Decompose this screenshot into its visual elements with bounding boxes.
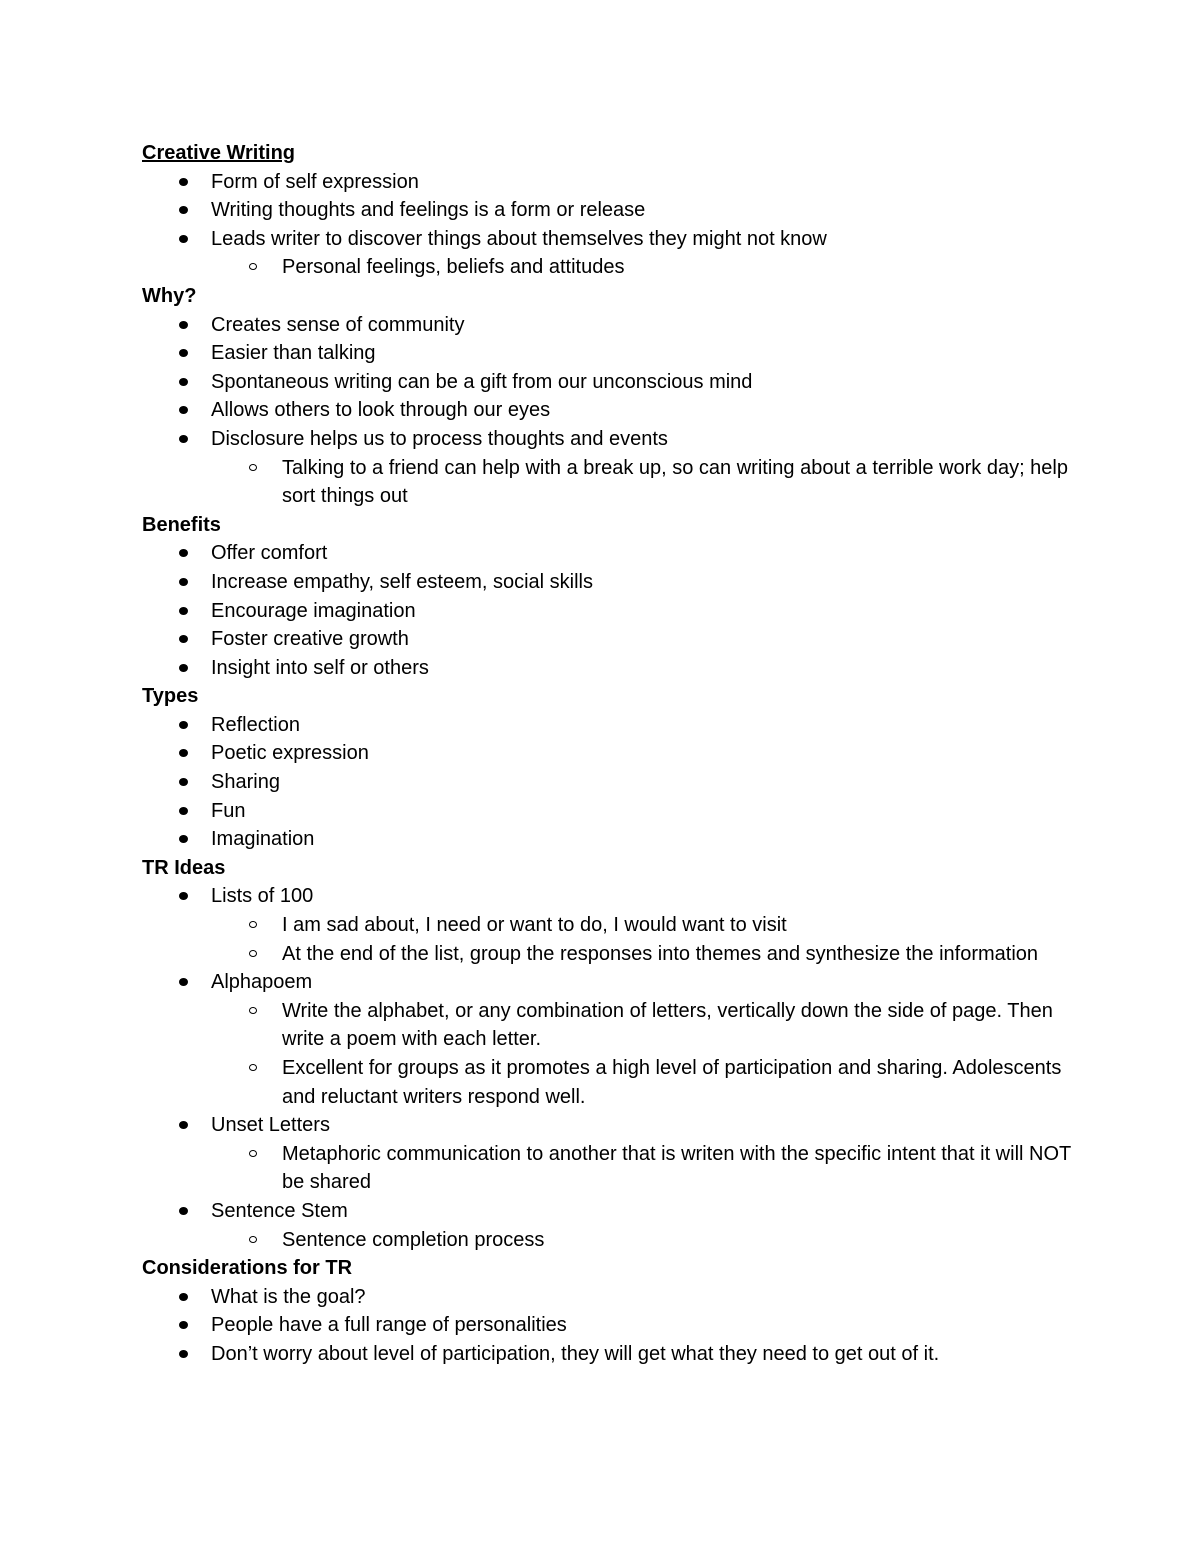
sub-list-item bbox=[211, 940, 1072, 969]
sub-list-item bbox=[211, 911, 1072, 940]
list-item bbox=[142, 539, 1072, 568]
list-item bbox=[142, 196, 1072, 225]
list-item-text: Sentence Stem bbox=[211, 1199, 348, 1222]
list-item-text: Form of self expression bbox=[211, 170, 419, 193]
list-item-text: Encourage imagination bbox=[211, 599, 416, 622]
list-item-text: Sharing bbox=[211, 771, 280, 794]
bullet-icon bbox=[179, 1321, 188, 1329]
hollow-bullet-icon bbox=[249, 1064, 257, 1071]
bullet-icon bbox=[179, 1121, 188, 1129]
sub-list-item-text: Write the alphabet, or any combination of letters, vertically down the side of page. Then write a poem with each letter. bbox=[282, 999, 1053, 1051]
list-item-text: Easier than talking bbox=[211, 342, 376, 365]
bullet-icon bbox=[179, 607, 188, 615]
list-item-text: People have a full range of personalities bbox=[211, 1314, 567, 1337]
list-item bbox=[142, 739, 1072, 768]
list-item bbox=[142, 1311, 1072, 1340]
bullet-icon bbox=[179, 778, 188, 786]
list-item bbox=[142, 654, 1072, 683]
section-heading: TR Ideas bbox=[142, 856, 226, 879]
sub-list-item bbox=[211, 1140, 1072, 1197]
bullet-icon bbox=[179, 206, 188, 214]
sub-list-item-text: Personal feelings, beliefs and attitudes bbox=[282, 256, 625, 279]
list-item-text: Offer comfort bbox=[211, 542, 328, 565]
list-item bbox=[142, 225, 1072, 282]
hollow-bullet-icon bbox=[249, 464, 257, 471]
bullet-list bbox=[142, 168, 1072, 282]
list-item-text: Creates sense of community bbox=[211, 313, 465, 336]
bullet-list bbox=[142, 882, 1072, 1254]
sub-bullet-list bbox=[211, 1226, 1072, 1255]
list-item-text: Alphapoem bbox=[211, 971, 313, 994]
list-item-text: Unset Letters bbox=[211, 1114, 330, 1137]
section-heading: Considerations for TR bbox=[142, 1257, 353, 1280]
list-item-text: Disclosure helps us to process thoughts and events bbox=[211, 427, 668, 450]
sub-list-item-text: At the end of the list, group the responses into themes and synthesize the information bbox=[282, 942, 1039, 965]
list-item bbox=[142, 396, 1072, 425]
bullet-icon bbox=[179, 378, 188, 386]
sub-list-item bbox=[211, 253, 1072, 282]
list-item-text: Don’t worry about level of participation, they will get what they need to get out of it. bbox=[211, 1342, 940, 1365]
sub-bullet-list bbox=[211, 1140, 1072, 1197]
list-item-text: Foster creative growth bbox=[211, 628, 409, 651]
hollow-bullet-icon bbox=[249, 1007, 257, 1014]
list-item bbox=[142, 425, 1072, 511]
list-item bbox=[142, 339, 1072, 368]
hollow-bullet-icon bbox=[249, 921, 257, 928]
sub-bullet-list bbox=[211, 997, 1072, 1111]
list-item bbox=[142, 968, 1072, 1111]
list-item bbox=[142, 311, 1072, 340]
list-item-text: Insight into self or others bbox=[211, 656, 429, 679]
list-item-text: Increase empathy, self esteem, social skills bbox=[211, 570, 594, 593]
bullet-icon bbox=[179, 635, 188, 643]
section-heading: Why? bbox=[142, 284, 197, 307]
hollow-bullet-icon bbox=[249, 263, 257, 270]
list-item-text: Poetic expression bbox=[211, 742, 369, 765]
bullet-icon bbox=[179, 321, 188, 329]
sub-list-item-text: Excellent for groups as it promotes a high level of participation and sharing. Adolescents and reluctant writers respond well. bbox=[282, 1057, 1062, 1108]
list-item-text: Leads writer to discover things about themselves they might not know bbox=[211, 227, 827, 250]
sub-list-item bbox=[211, 1226, 1072, 1255]
bullet-icon bbox=[179, 406, 188, 414]
hollow-bullet-icon bbox=[249, 1150, 257, 1157]
bullet-icon bbox=[179, 235, 188, 243]
list-item bbox=[142, 797, 1072, 826]
sub-bullet-list bbox=[211, 253, 1072, 282]
bullet-icon bbox=[179, 807, 188, 815]
sub-bullet-list bbox=[211, 454, 1072, 511]
sub-list-item-text: Sentence completion process bbox=[282, 1228, 545, 1251]
list-item bbox=[142, 1340, 1072, 1369]
list-item bbox=[142, 625, 1072, 654]
list-item bbox=[142, 1197, 1072, 1254]
bullet-icon bbox=[179, 978, 188, 986]
list-item bbox=[142, 568, 1072, 597]
sub-list-item bbox=[211, 454, 1072, 511]
sub-bullet-list bbox=[211, 911, 1072, 968]
section-considerations-for-tr bbox=[142, 1254, 1072, 1368]
section-creative-writing bbox=[142, 139, 1072, 282]
list-item-text: Writing thoughts and feelings is a form or release bbox=[211, 199, 646, 222]
section-heading: Types bbox=[142, 685, 199, 708]
bullet-icon bbox=[179, 664, 188, 672]
list-item-text: Spontaneous writing can be a gift from our unconscious mind bbox=[211, 370, 753, 393]
list-item bbox=[142, 882, 1072, 968]
section-heading: Creative Writing bbox=[142, 142, 295, 164]
hollow-bullet-icon bbox=[249, 950, 257, 957]
bullet-icon bbox=[179, 578, 188, 586]
document-page bbox=[142, 139, 1072, 1369]
sub-list-item bbox=[211, 997, 1072, 1054]
list-item-text: What is the goal? bbox=[211, 1285, 366, 1308]
list-item-text: Imagination bbox=[211, 828, 315, 851]
bullet-list bbox=[142, 1283, 1072, 1369]
bullet-icon bbox=[179, 749, 188, 757]
sub-list-item bbox=[211, 1054, 1072, 1111]
list-item bbox=[142, 711, 1072, 740]
bullet-icon bbox=[179, 1350, 188, 1358]
list-item bbox=[142, 1111, 1072, 1197]
bullet-icon bbox=[179, 1293, 188, 1301]
list-item bbox=[142, 597, 1072, 626]
bullet-icon bbox=[179, 178, 188, 186]
bullet-list bbox=[142, 711, 1072, 854]
section-heading: Benefits bbox=[142, 513, 221, 536]
hollow-bullet-icon bbox=[249, 1236, 257, 1243]
list-item-text: Allows others to look through our eyes bbox=[211, 399, 551, 422]
list-item bbox=[142, 825, 1072, 854]
section-why bbox=[142, 282, 1072, 511]
list-item bbox=[142, 1283, 1072, 1312]
bullet-icon bbox=[179, 892, 188, 900]
bullet-icon bbox=[179, 835, 188, 843]
section-tr-ideas bbox=[142, 854, 1072, 1254]
section-types bbox=[142, 682, 1072, 854]
list-item-text: Lists of 100 bbox=[211, 885, 314, 908]
bullet-icon bbox=[179, 721, 188, 729]
list-item-text: Fun bbox=[211, 799, 246, 822]
bullet-icon bbox=[179, 549, 188, 557]
sub-list-item-text: I am sad about, I need or want to do, I would want to visit bbox=[282, 914, 787, 937]
sub-list-item-text: Talking to a friend can help with a break up, so can writing about a terrible work day; help sort things out bbox=[282, 456, 1068, 508]
list-item-text: Reflection bbox=[211, 713, 300, 736]
list-item bbox=[142, 768, 1072, 797]
bullet-icon bbox=[179, 435, 188, 443]
bullet-list bbox=[142, 539, 1072, 682]
list-item bbox=[142, 168, 1072, 197]
bullet-icon bbox=[179, 349, 188, 357]
bullet-icon bbox=[179, 1207, 188, 1215]
list-item bbox=[142, 368, 1072, 397]
sub-list-item-text: Metaphoric communication to another that is writen with the specific intent that it will NOT be shared bbox=[282, 1142, 1071, 1194]
bullet-list bbox=[142, 311, 1072, 511]
section-benefits bbox=[142, 511, 1072, 683]
